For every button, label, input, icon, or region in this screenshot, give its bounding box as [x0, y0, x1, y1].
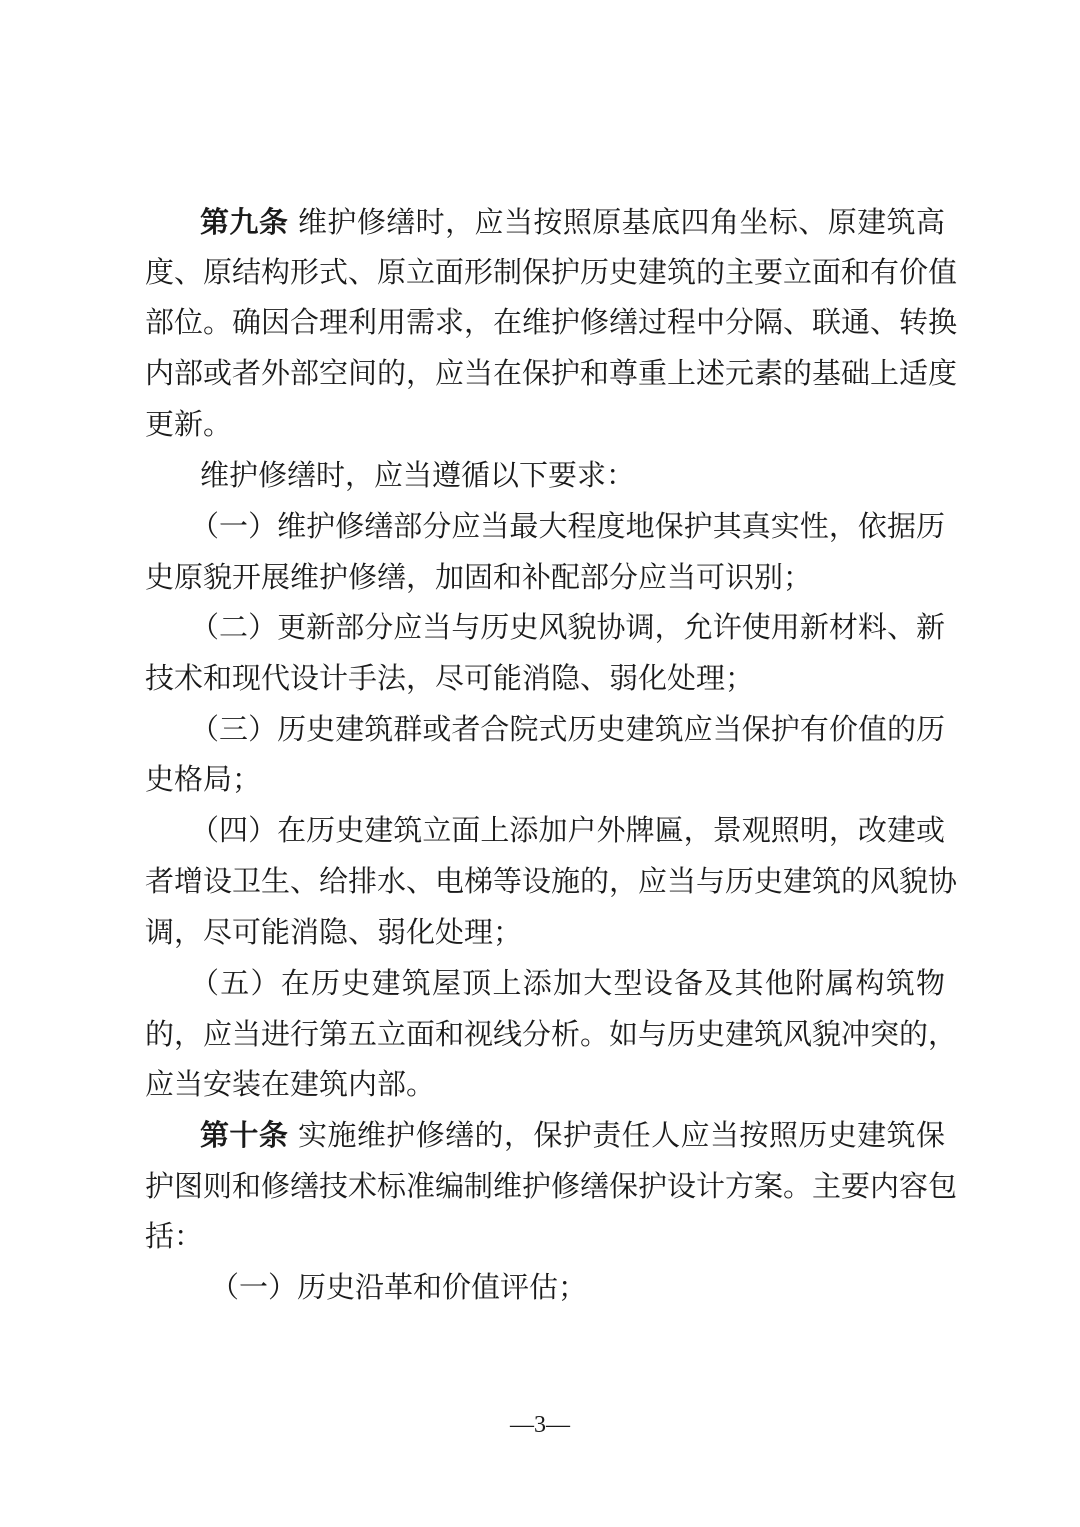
article-9-heading: 第九条 — [200, 205, 289, 239]
article-10-line-2: 护图则和修缮技术标准编制维护修缮保护设计方案。主要内容包 — [145, 1169, 958, 1203]
article-10-text: 实施维护修缮的，保护责任人应当按照历史建筑保 — [297, 1118, 945, 1152]
item-4-line-3: 调，尽可能消隐、弱化处理； — [145, 915, 523, 949]
article-9-line-1 — [200, 200, 945, 244]
item-5-line-3: 应当安装在建筑内部。 — [145, 1067, 436, 1101]
article-9-line-4: 内部或者外部空间的，应当在保护和尊重上述元素的基础上适度 — [145, 356, 958, 390]
article-9-line-3: 部位。确因合理利用需求，在维护修缮过程中分隔、联通、转换 — [145, 305, 958, 339]
page-number: —3— — [510, 1412, 570, 1438]
article-9-line-2: 度、原结构形式、原立面形制保护历史建筑的主要立面和有价值 — [145, 255, 958, 289]
item-4-line-1: （四）在历史建筑立面上添加户外牌匾，景观照明，改建或 — [190, 813, 945, 847]
article-10-heading: 第十条 — [200, 1118, 289, 1152]
item-5-line-2: 的，应当进行第五立面和视线分析。如与历史建筑风貌冲突的， — [145, 1017, 958, 1051]
item-1-line-2: 史原貌开展维护修缮，加固和补配部分应当可识别； — [145, 560, 813, 594]
article-10-line-3: 括： — [145, 1219, 204, 1253]
item-3-line-1: （三）历史建筑群或者合院式历史建筑应当保护有价值的历 — [190, 712, 945, 746]
item-4-line-2: 者增设卫生、给排水、电梯等设施的，应当与历史建筑的风貌协 — [145, 864, 958, 898]
article-9-paragraph-2: 维护修缮时，应当遵循以下要求： — [200, 458, 636, 492]
item-2-line-1: （二）更新部分应当与历史风貌协调，允许使用新材料、新 — [190, 610, 945, 644]
article-9-text: 维护修缮时，应当按照原基底四角坐标、原建筑高 — [297, 205, 945, 239]
item-5-line-1: （五）在历史建筑屋顶上添加大型设备及其他附属构筑物 — [190, 966, 945, 1000]
article-9-line-5: 更新。 — [145, 407, 233, 441]
article-10-line-1 — [200, 1113, 945, 1157]
item-2-line-2: 技术和现代设计手法，尽可能消隐、弱化处理； — [145, 661, 755, 695]
item-1-line-1: （一）维护修缮部分应当最大程度地保护其真实性，依据历 — [190, 509, 945, 543]
item-3-line-2: 史格局； — [145, 762, 262, 796]
article-10-item-1: （一）历史沿革和价值评估； — [210, 1270, 588, 1304]
